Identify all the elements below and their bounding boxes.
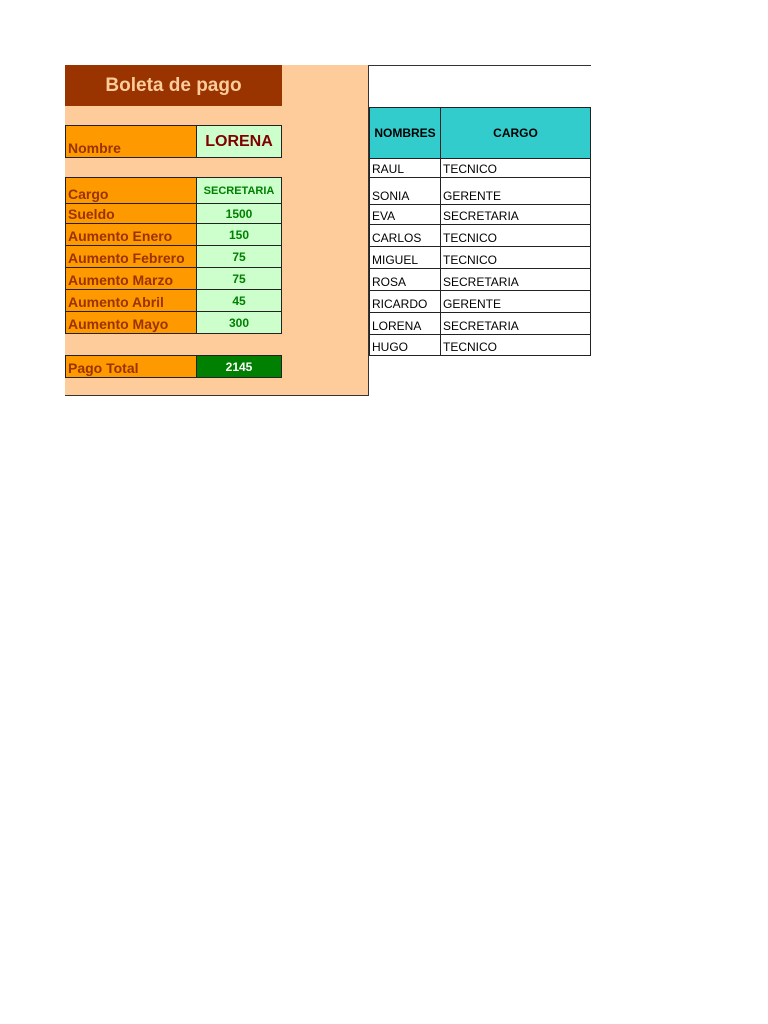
payslip-title: Boleta de pago [65,65,282,106]
aumento-enero-label[interactable]: Aumento Enero [65,223,197,246]
aumento-febrero-label[interactable]: Aumento Febrero [65,245,197,268]
table-cell-cargo[interactable]: SECRETARIA [440,204,591,225]
aumento-mayo-label[interactable]: Aumento Mayo [65,311,197,334]
table-cell-cargo[interactable]: SECRETARIA [440,268,591,291]
aumento-abril-label[interactable]: Aumento Abril [65,289,197,312]
table-cell-cargo[interactable]: SECRETARIA [440,312,591,335]
cargo-value[interactable]: SECRETARIA [196,177,282,204]
sueldo-label[interactable]: Sueldo [65,203,197,224]
table-cell-cargo[interactable]: GERENTE [440,177,591,205]
pago-total-label[interactable]: Pago Total [65,355,197,378]
table-cell-cargo[interactable]: GERENTE [440,290,591,313]
table-cell-cargo[interactable]: TECNICO [440,158,591,178]
table-cell-nombre[interactable]: ROSA [369,268,441,291]
aumento-abril-value[interactable]: 45 [196,289,282,312]
table-cell-cargo[interactable]: TECNICO [440,224,591,247]
aumento-marzo-label[interactable]: Aumento Marzo [65,267,197,290]
table-cell-nombre[interactable]: HUGO [369,334,441,356]
table-cell-nombre[interactable]: LORENA [369,312,441,335]
aumento-enero-value[interactable]: 150 [196,223,282,246]
sueldo-value[interactable]: 1500 [196,203,282,224]
nombre-value[interactable]: LORENA [196,125,282,158]
aumento-marzo-value[interactable]: 75 [196,267,282,290]
table-cell-nombre[interactable]: RICARDO [369,290,441,313]
header-cargo[interactable]: CARGO [440,107,591,159]
table-cell-nombre[interactable]: MIGUEL [369,246,441,269]
table-cell-nombre[interactable]: CARLOS [369,224,441,247]
cargo-label[interactable]: Cargo [65,177,197,204]
table-cell-nombre[interactable]: RAUL [369,158,441,178]
nombre-label[interactable]: Nombre [65,125,197,158]
table-top-border [369,65,591,66]
table-cell-nombre[interactable]: EVA [369,204,441,225]
pago-total-value[interactable]: 2145 [196,355,282,378]
header-nombres[interactable]: NOMBRES [369,107,441,159]
table-cell-cargo[interactable]: TECNICO [440,334,591,356]
table-cell-nombre[interactable]: SONIA [369,177,441,205]
aumento-febrero-value[interactable]: 75 [196,245,282,268]
aumento-mayo-value[interactable]: 300 [196,311,282,334]
table-cell-cargo[interactable]: TECNICO [440,246,591,269]
